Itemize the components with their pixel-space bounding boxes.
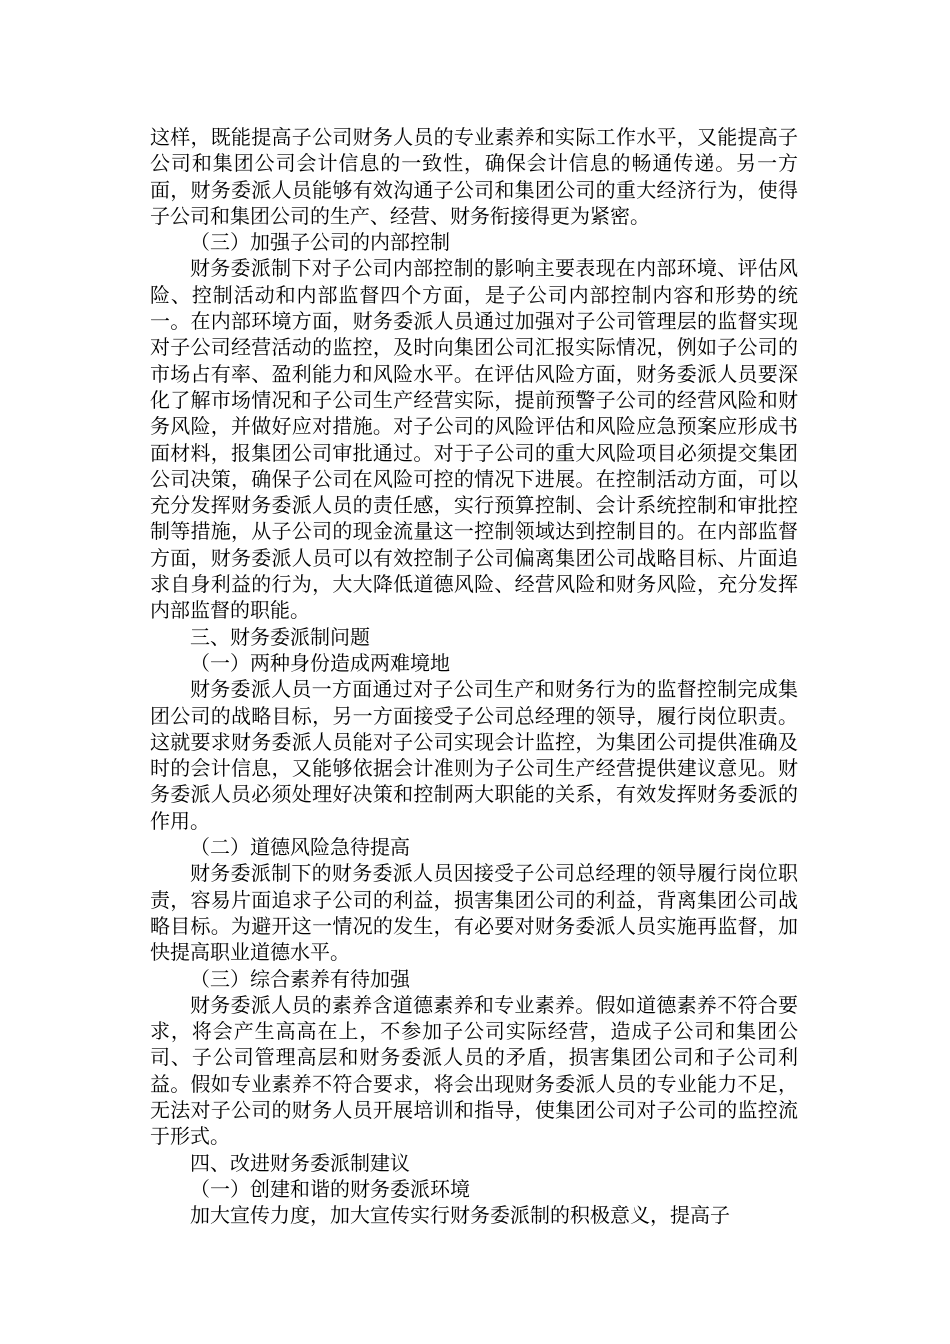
paragraph-moral-risk: 财务委派制下的财务委派人员因接受子公司总经理的领导履行岗位职责，容易片面追求子公司的利益，损害集团公司的利益，背离集团公司战略目标。为避开这一情况的发生，有必要对财务委派人员实施再监督，加快提高职业道德水平。 [150,861,798,965]
heading-section-four: 四、改进财务委派制建议 [190,1150,410,1175]
paragraph-comprehensive-quality: 财务委派人员的素养含道德素养和专业素养。假如道德素养不符合要求，将会产生高高在上，不参加子公司实际经营，造成子公司和集团公司、子公司管理高层和财务委派人员的矛盾，损害集团公司和子公司利益。假如专业素养不符合要求，将会出现财务委派人员的专业能力不足，无法对子公司的财务人员开展培训和指导，使集团公司对子公司的监控流于形式。 [150,992,798,1149]
paragraph-dual-identity: 财务委派人员一方面通过对子公司生产和财务行为的监督控制完成集团公司的战略目标，另一方面接受子公司总经理的领导，履行岗位职责。这就要求财务委派人员能对子公司实现会计监控，为集团公司提供准确及时的会计信息，又能够依据会计准则为子公司生产经营提供建议意见。财务委派人员必须处理好决策和控制两大职能的关系，有效发挥财务委派的作用。 [150,677,798,833]
paragraph-internal-control: 财务委派制下对子公司内部控制的影响主要表现在内部环境、评估风险、控制活动和内部监督四个方面，是子公司内部控制内容和形势的统一。在内部环境方面，财务委派人员通过加强对子公司管理层的监督实现对子公司经营活动的监控，及时向集团公司汇报实际情况，例如子公司的市场占有率、盈利能力和风险水平。在评估风险方面，财务委派人员要深化了解市场情况和子公司生产经营实际，提前预警子公司的经营风险和财务风险，并做好应对措施。对子公司的风险评估和风险应急预案应形成书面材料，报集团公司审批通过。对于子公司的重大风险项目必须提交集团公司决策，确保子公司在风险可控的情况下进展。在控制活动方面，可以充分发挥财务委派人员的责任感，实行预算控制、会计系统控制和审批控制等措施，从子公司的现金流量这一控制领域达到控制目的。在内部监督方面，财务委派人员可以有效控制子公司偏离集团公司战略目标、片面追求自身利益的行为，大大降低道德风险、经营风险和财务风险，充分发挥内部监督的职能。 [150,256,798,623]
subheading-strengthen-internal-control: （三）加强子公司的内部控制 [190,230,450,255]
subheading-dual-identity: （一）两种身份造成两难境地 [190,650,450,675]
subheading-comprehensive-quality: （三）综合素养有待加强 [190,966,410,991]
heading-section-three: 三、财务委派制问题 [190,624,370,649]
subheading-moral-risk: （二）道德风险急待提高 [190,835,410,860]
subheading-harmonious-environment: （一）创建和谐的财务委派环境 [190,1176,470,1201]
paragraph-publicity: 加大宣传力度，加大宣传实行财务委派制的积极意义，提高子 [190,1203,730,1228]
document-body [150,124,798,1228]
paragraph-continuation: 这样，既能提高子公司财务人员的专业素养和实际工作水平，又能提高子公司和集团公司会计信息的一致性，确保会计信息的畅通传递。另一方面，财务委派人员能够有效沟通子公司和集团公司的重大经济行为，使得子公司和集团公司的生产、经营、财务衔接得更为紧密。 [150,125,798,228]
